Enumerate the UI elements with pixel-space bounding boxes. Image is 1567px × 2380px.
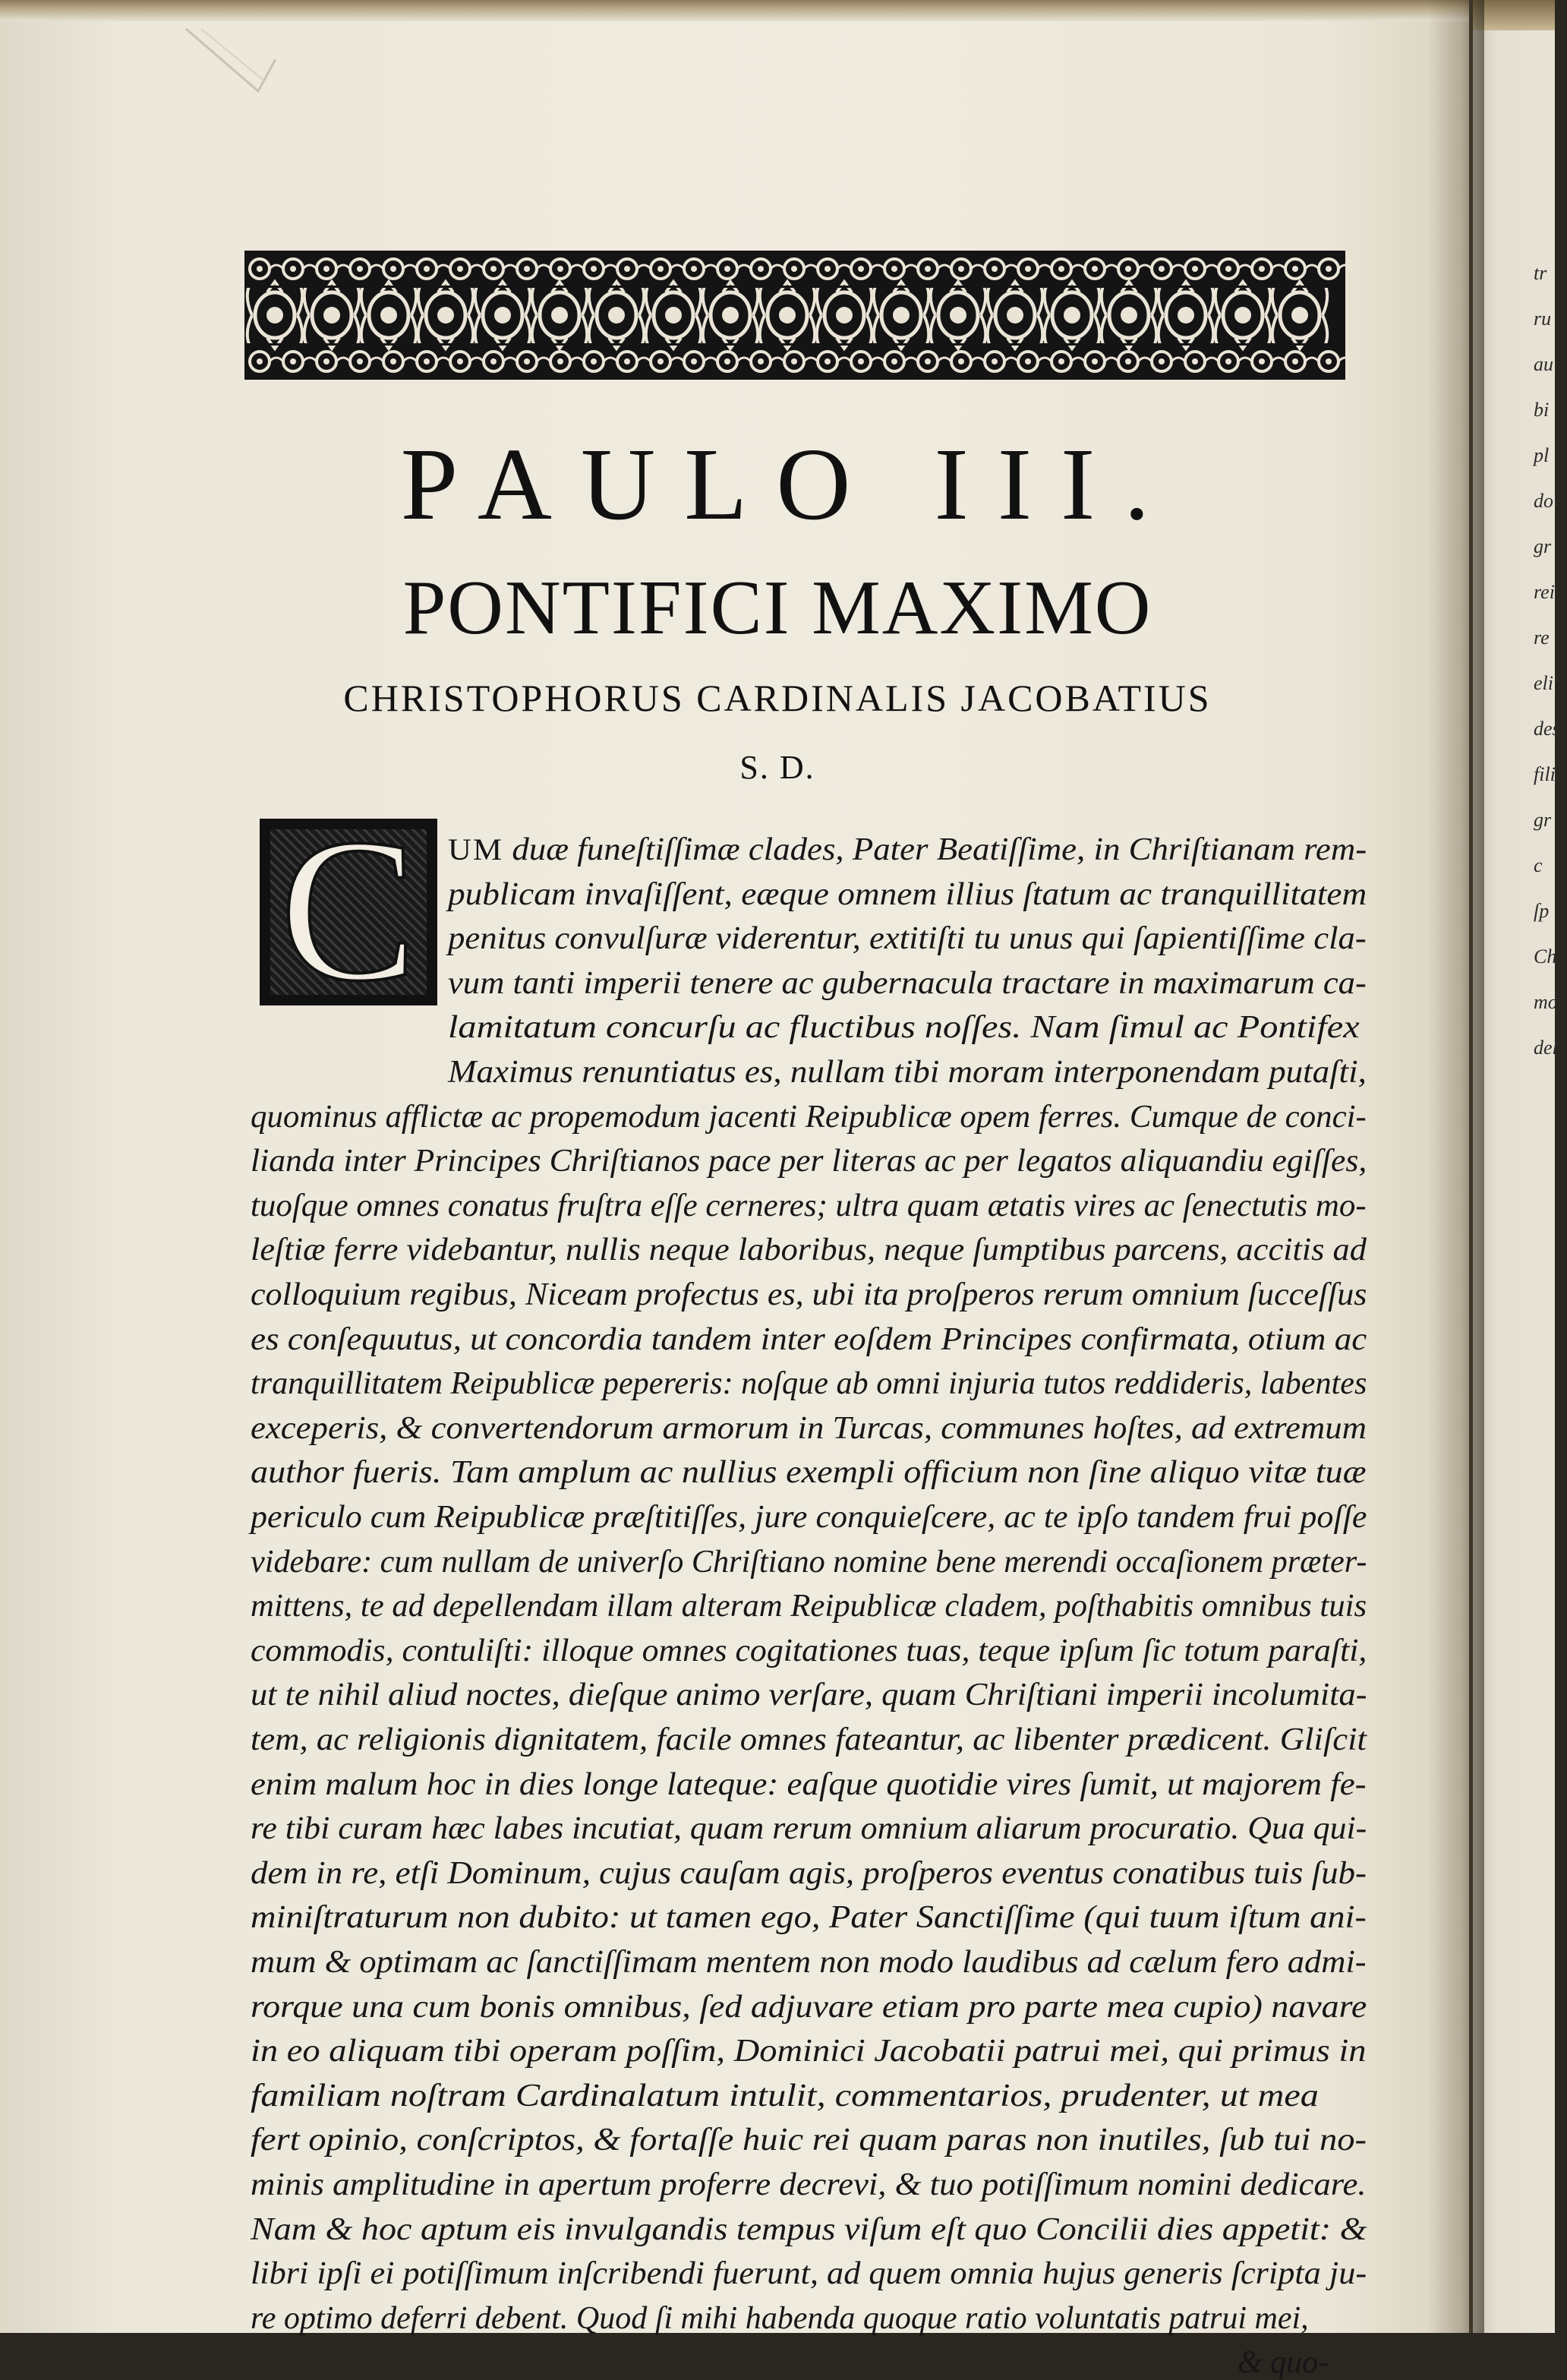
body-line-text: periculo cum Reipublicæ præſtitiſſes, jure conquieſcere, ac te ipſo tandem frui poſſe (251, 1500, 1367, 1535)
body-line-text: videbare: cum nullam de univerſo Chriſtiano nomine bene merendi occaſionem præter- (251, 1544, 1367, 1580)
body-line (448, 834, 1367, 866)
body-line (251, 1991, 1367, 2023)
body-line-text: Nam & hoc aptum eis invulgandis tempus viſum eſt quo Concilii dies appetit: & (251, 2211, 1367, 2247)
body-line (251, 1190, 1367, 1222)
body-line-text: libri ipſi ei potiſſimum inſcribendi fuerunt, ad quem omnia hujus generis ſcripta ju- (251, 2256, 1367, 2292)
body-line-text: minis amplitudine in apertum proferre decrevi, & tuo potiſſimum nomini dedicare. (251, 2167, 1367, 2202)
body-line-text: es conſequutus, ut concordia tandem inter eoſdem Principes confirmata, otium ac (251, 1321, 1367, 1357)
body-line-text: duæ funeſtiſſimæ clades, Pater Beatiſſime, in Chriſtianam rem- (503, 832, 1367, 867)
body-line (251, 1279, 1367, 1311)
body-line (251, 1501, 1367, 1533)
body-line-text: tem, ac religionis dignitatem, facile omnes fateantur, ac libenter prædicent. Gliſcit (251, 1722, 1367, 1757)
body-line-text: mum & optimam ac ſanctiſſimam mentem non modo laudibus ad cælum fero admi- (251, 1945, 1367, 1980)
body-line-text: Maximus renuntiatus es, nullam tibi moram interponendam putaſti, (448, 1055, 1367, 1090)
body-line (251, 1234, 1367, 1266)
gutter-shadow (1427, 0, 1484, 2333)
ornament-band (244, 251, 1345, 380)
body-line (251, 2169, 1367, 2201)
body-line-text: penitus convulſuræ viderentur, extitiſti tu unus qui ſapientiſſime cla- (448, 921, 1367, 957)
body-line (251, 1766, 1367, 1802)
body-line (251, 1546, 1367, 1578)
body-line (251, 2124, 1367, 2156)
facing-page-fragment: au (1534, 353, 1553, 375)
facing-page-fragment: gr (1534, 535, 1552, 557)
body-line-text: lianda inter Principes Chriſtianos pace per literas ac per legatos aliquandiu egiſſes, (251, 1144, 1367, 1179)
body-line-text: familiam noſtram Cardinalatum intulit, commentarios, prudenter, ut mea (251, 2078, 1319, 2113)
body-line (251, 1410, 1367, 1446)
body-line-text: re tibi curam hæc labes incutiat, quam rerum omnium aliarum procuratio. Qua qui- (251, 1811, 1367, 1847)
facing-page-fragment: Ch (1534, 945, 1557, 967)
title-salutation: S. D. (739, 749, 815, 786)
body-line-text: author fueris. Tam amplum ac nullius exempli officium non ſine aliquo vitæ tuæ (251, 1455, 1367, 1491)
body-first-caps: UM (448, 832, 504, 866)
body-line-text: dem in re, etſi Dominum, cujus cauſam agis, proſperos eventus conatibus tuis ſub- (251, 1855, 1367, 1891)
body-line-text: enim malum hoc in dies longe lateque: eaſque quotidie vires ſumit, ut majorem fe- (251, 1766, 1367, 1802)
title-subtitle: PONTIFICI MAXIMO (402, 565, 1152, 651)
drop-cap (260, 797, 437, 1024)
facing-page-fragment: re (1534, 627, 1550, 649)
facing-page-fragment: ſp (1534, 900, 1550, 922)
body-line (251, 2035, 1367, 2067)
body-line (251, 1321, 1367, 1357)
body-line (251, 1145, 1367, 1177)
facing-page-fragment: pl (1534, 444, 1550, 466)
body-line (251, 1946, 1367, 1978)
body-line (251, 1590, 1367, 1622)
body-line-text: in eo aliquam tibi operam poſſim, Dominici Jacobatii patrui mei, qui primus in (251, 2034, 1367, 2069)
body-line (448, 923, 1367, 955)
facing-page-fragment: del (1534, 1037, 1558, 1059)
body-line (251, 1679, 1367, 1711)
facing-page-fragment: ru (1534, 308, 1552, 330)
body-line-text: vum tanti imperii tenere ac gubernacula tractare in maximarum ca- (448, 965, 1367, 1001)
body-line-text: leſtiæ ferre videbantur, nullis neque laboribus, neque ſumptibus parcens, accitis ad (251, 1233, 1367, 1268)
body-line-text: re optimo deferri debent. Quod ſi mihi habenda quoque ratio voluntatis patrui mei, (251, 2300, 1309, 2336)
facing-page-fragment: do (1534, 490, 1553, 512)
body-line-text: fert opinio, conſcriptos, & fortaſſe huic rei quam paras non inutiles, ſub tui no- (251, 2123, 1367, 2158)
body-line (251, 1855, 1367, 1891)
body-line (251, 1368, 1367, 1400)
body-line (448, 1010, 1360, 1046)
body-line-text: ut te nihil aliud noctes, dieſque animo verſare, quam Chriſtiani imperii incolumita- (251, 1678, 1367, 1713)
page-top-edge (0, 0, 1469, 21)
body-line (448, 876, 1367, 912)
body-line (448, 967, 1367, 999)
body-line-text: miniſtraturum non dubito: ut tamen ego, Pater Sanctiſſime (qui tuum iſtum ani- (251, 1900, 1367, 1936)
facing-page-fragment: des (1534, 718, 1560, 740)
title-main: PAULO III. (400, 428, 1179, 541)
facing-page-fragment: tr (1534, 262, 1547, 284)
facing-page-fragment: mo (1534, 991, 1558, 1013)
body-line-text: publicam invaſiſſent, eæque omnem illius ſtatum ac tranquillitatem (448, 876, 1367, 912)
facing-page (1473, 0, 1555, 2333)
body-line (251, 2080, 1319, 2112)
body-line (251, 2300, 1309, 2336)
facing-page-fragment: bi (1534, 399, 1550, 421)
body-line (251, 1101, 1367, 1133)
body-line (251, 2258, 1367, 2290)
body-line-text: commodis, contuliſti: illoque omnes cogitationes tuas, teque ipſum ſic totum paraſti, (251, 1633, 1367, 1668)
body-line (251, 2211, 1367, 2247)
body-line-text: tranquillitatem Reipublicæ pepereris: noſque ab omni injuria tutos reddideris, labentes (251, 1366, 1367, 1402)
body-line-text: rorque una cum bonis omnibus, ſed adjuvare etiam pro parte mea cupio) navare (251, 1989, 1367, 2025)
facing-page-top-edge (1473, 0, 1555, 30)
title-author: CHRISTOPHORUS CARDINALIS JACOBATIUS (343, 677, 1212, 719)
body-line-text: lamitatum concurſu ac fluctibus noſſes. Nam ſimul ac Pontifex (448, 1010, 1360, 1046)
facing-page-fragment: eli (1534, 672, 1553, 694)
body-line (251, 1455, 1367, 1491)
body-line (251, 1900, 1367, 1936)
body-line-text: colloquium regibus, Niceam profectus es, ubi ita proſperos rerum omnium ſucceſſus (251, 1277, 1367, 1312)
facing-page-fragment: fili (1534, 763, 1556, 785)
body-line (251, 1813, 1367, 1845)
body-line (251, 1724, 1367, 1756)
drop-cap-letter: C (279, 797, 418, 1024)
body-line-text: tuoſque omnes conatus fruſtra eſſe cerneres; ultra quam ætatis vires ac ſenectutis mo- (251, 1188, 1367, 1223)
corner-fold-mark (186, 29, 277, 97)
facing-page-fragment: c (1534, 854, 1543, 876)
body-line-text: exceperis, & convertendorum armorum in Turcas, communes hoſtes, ad extremum (251, 1410, 1367, 1446)
body-line (448, 1056, 1367, 1088)
facing-page-fragment: rei (1534, 581, 1555, 603)
facing-page-fragment: gr (1534, 809, 1552, 831)
body-line (251, 1635, 1367, 1667)
body-line-text: mittens, te ad depellendam illam alteram Reipublicæ cladem, poſthabitis omnibus tuis (251, 1589, 1367, 1624)
body-line-text: quominus afflictæ ac propemodum jacenti Reipublicæ opem ferres. Cumque de conci- (251, 1099, 1367, 1135)
catchword: & quo- (1238, 2345, 1329, 2380)
